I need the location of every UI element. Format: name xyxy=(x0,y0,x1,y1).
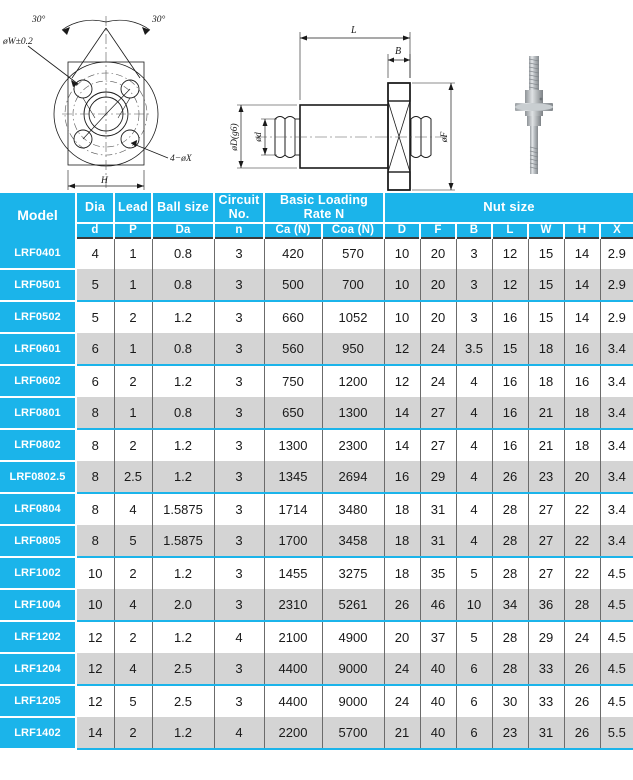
cell-n: 3 xyxy=(214,269,264,301)
row-model-cell: LRF0601 xyxy=(0,333,76,365)
cell-da: 2.0 xyxy=(152,589,214,621)
cell-f: 24 xyxy=(420,333,456,365)
cell-x: 3.4 xyxy=(600,525,633,557)
cell-f: 37 xyxy=(420,621,456,653)
cell-l: 28 xyxy=(492,493,528,525)
cell-p: 2.5 xyxy=(114,461,152,493)
header-circuit-no: Circuit No. xyxy=(214,193,264,223)
header-sub-da: Da xyxy=(152,223,214,238)
cell-x: 3.4 xyxy=(600,397,633,429)
table-row xyxy=(0,461,633,493)
cell-coa: 1200 xyxy=(322,365,384,397)
cell-ca: 1345 xyxy=(264,461,322,493)
flange-end-view xyxy=(0,0,215,193)
flange-height-label: H xyxy=(101,176,108,186)
cell-b: 3 xyxy=(456,238,492,269)
cell-l: 16 xyxy=(492,365,528,397)
cell-w: 21 xyxy=(528,429,564,461)
header-sub-nut-b: B xyxy=(456,223,492,238)
cell-x: 2.9 xyxy=(600,301,633,333)
row-model-cell: LRF1205 xyxy=(0,685,76,717)
table-row xyxy=(0,653,633,685)
cell-d: 14 xyxy=(384,429,420,461)
cell-f: 24 xyxy=(420,365,456,397)
cell-d: 12 xyxy=(76,621,114,653)
cell-da: 1.2 xyxy=(152,461,214,493)
cell-d: 6 xyxy=(76,365,114,397)
cell-da: 0.8 xyxy=(152,397,214,429)
cell-h: 14 xyxy=(564,301,600,333)
cell-x: 4.5 xyxy=(600,557,633,589)
header-nut-size: Nut size xyxy=(384,193,633,223)
cell-da: 1.2 xyxy=(152,557,214,589)
row-model-cell: LRF0502 xyxy=(0,301,76,333)
cell-b: 4 xyxy=(456,461,492,493)
cell-d: 5 xyxy=(76,301,114,333)
cell-coa: 1300 xyxy=(322,397,384,429)
cell-n: 4 xyxy=(214,621,264,653)
table-row xyxy=(0,621,633,653)
cell-n: 3 xyxy=(214,365,264,397)
cell-b: 4 xyxy=(456,525,492,557)
table-row xyxy=(0,301,633,333)
row-model-cell: LRF1204 xyxy=(0,653,76,685)
cell-p: 1 xyxy=(114,397,152,429)
cell-d: 18 xyxy=(384,557,420,589)
cell-h: 22 xyxy=(564,525,600,557)
cell-f: 31 xyxy=(420,493,456,525)
cell-ca: 1700 xyxy=(264,525,322,557)
row-model-cell: LRF0802.5 xyxy=(0,461,76,493)
cell-p: 5 xyxy=(114,685,152,717)
cell-d: 8 xyxy=(76,493,114,525)
cell-h: 26 xyxy=(564,653,600,685)
cell-d: 14 xyxy=(76,717,114,749)
cell-l: 28 xyxy=(492,653,528,685)
cell-n: 3 xyxy=(214,557,264,589)
cell-da: 1.2 xyxy=(152,717,214,749)
table-row xyxy=(0,429,633,461)
table-row xyxy=(0,238,633,269)
cell-h: 16 xyxy=(564,365,600,397)
cell-f: 27 xyxy=(420,429,456,461)
cell-da: 1.2 xyxy=(152,621,214,653)
table-row xyxy=(0,397,633,429)
cell-ca: 2200 xyxy=(264,717,322,749)
cell-d: 18 xyxy=(384,493,420,525)
cell-d: 10 xyxy=(384,301,420,333)
cell-d: 6 xyxy=(76,333,114,365)
table-row xyxy=(0,333,633,365)
cell-l: 34 xyxy=(492,589,528,621)
cell-coa: 4900 xyxy=(322,621,384,653)
cell-ca: 500 xyxy=(264,269,322,301)
angle-right-label: 30° xyxy=(152,15,166,25)
cell-da: 1.5875 xyxy=(152,525,214,557)
table-row xyxy=(0,365,633,397)
cell-d: 12 xyxy=(76,685,114,717)
cell-f: 40 xyxy=(420,717,456,749)
cell-l: 30 xyxy=(492,685,528,717)
cell-da: 0.8 xyxy=(152,238,214,269)
header-model: Model xyxy=(0,193,76,238)
row-model-cell: LRF0401 xyxy=(0,238,76,269)
cell-d: 24 xyxy=(384,653,420,685)
cell-x: 4.5 xyxy=(600,621,633,653)
cell-w: 29 xyxy=(528,621,564,653)
ball-screw-photo xyxy=(512,52,556,178)
row-model-cell: LRF0804 xyxy=(0,493,76,525)
cell-h: 24 xyxy=(564,621,600,653)
cell-w: 18 xyxy=(528,365,564,397)
cell-coa: 2694 xyxy=(322,461,384,493)
cell-d: 14 xyxy=(384,397,420,429)
cell-coa: 3458 xyxy=(322,525,384,557)
cell-coa: 9000 xyxy=(322,653,384,685)
technical-drawings xyxy=(0,0,633,193)
row-model-cell: LRF1402 xyxy=(0,717,76,749)
cell-b: 6 xyxy=(456,685,492,717)
cell-p: 2 xyxy=(114,557,152,589)
cell-w: 27 xyxy=(528,525,564,557)
table-row xyxy=(0,269,633,301)
header-basic-loading-rate: Basic Loading Rate N xyxy=(264,193,384,223)
cell-da: 1.2 xyxy=(152,429,214,461)
cell-b: 4 xyxy=(456,397,492,429)
cell-coa: 570 xyxy=(322,238,384,269)
flange-thickness-label: B xyxy=(395,46,402,57)
cell-w: 36 xyxy=(528,589,564,621)
cell-d: 12 xyxy=(384,365,420,397)
header-sub-nut-l: L xyxy=(492,223,528,238)
cell-p: 2 xyxy=(114,717,152,749)
cell-b: 4 xyxy=(456,429,492,461)
cell-p: 4 xyxy=(114,653,152,685)
cell-ca: 4400 xyxy=(264,685,322,717)
bolt-circle-label: øW±0.2 xyxy=(3,37,33,47)
cell-d: 8 xyxy=(76,525,114,557)
cell-x: 3.4 xyxy=(600,333,633,365)
cell-l: 23 xyxy=(492,717,528,749)
cell-ca: 420 xyxy=(264,238,322,269)
cell-f: 20 xyxy=(420,269,456,301)
header-sub-n: n xyxy=(214,223,264,238)
cell-da: 1.5875 xyxy=(152,493,214,525)
cell-l: 16 xyxy=(492,429,528,461)
cell-h: 18 xyxy=(564,429,600,461)
cell-d: 12 xyxy=(384,333,420,365)
cell-n: 3 xyxy=(214,429,264,461)
cell-b: 5 xyxy=(456,621,492,653)
cell-n: 3 xyxy=(214,653,264,685)
cell-p: 5 xyxy=(114,525,152,557)
cell-coa: 5700 xyxy=(322,717,384,749)
cell-b: 3.5 xyxy=(456,333,492,365)
cell-p: 4 xyxy=(114,589,152,621)
header-lead: Lead xyxy=(114,193,152,223)
cell-d: 12 xyxy=(76,653,114,685)
cell-b: 10 xyxy=(456,589,492,621)
table-row xyxy=(0,493,633,525)
specification-table xyxy=(0,193,633,750)
cell-n: 3 xyxy=(214,493,264,525)
header-sub-nut-d: D xyxy=(384,223,420,238)
cell-da: 1.2 xyxy=(152,365,214,397)
cell-d: 20 xyxy=(384,621,420,653)
cell-d: 5 xyxy=(76,269,114,301)
cell-l: 12 xyxy=(492,269,528,301)
header-row-sub xyxy=(0,223,633,238)
row-model-cell: LRF0501 xyxy=(0,269,76,301)
cell-coa: 3480 xyxy=(322,493,384,525)
cell-h: 14 xyxy=(564,269,600,301)
header-sub-nut-x: X xyxy=(600,223,633,238)
header-sub-nut-f: F xyxy=(420,223,456,238)
cell-d: 10 xyxy=(76,589,114,621)
row-model-cell: LRF0602 xyxy=(0,365,76,397)
holes-label: 4−øX xyxy=(170,154,192,164)
cell-coa: 2300 xyxy=(322,429,384,461)
header-sub-nut-h: H xyxy=(564,223,600,238)
cell-f: 31 xyxy=(420,525,456,557)
cell-d: 26 xyxy=(384,589,420,621)
header-dia: Dia xyxy=(76,193,114,223)
cell-w: 15 xyxy=(528,269,564,301)
cell-h: 26 xyxy=(564,717,600,749)
shaft-dia-label: ød xyxy=(254,132,264,142)
cell-x: 3.4 xyxy=(600,493,633,525)
header-sub-p: P xyxy=(114,223,152,238)
cell-w: 27 xyxy=(528,493,564,525)
table-row xyxy=(0,717,633,749)
cell-w: 31 xyxy=(528,717,564,749)
cell-ca: 2310 xyxy=(264,589,322,621)
cell-h: 22 xyxy=(564,493,600,525)
cell-d: 8 xyxy=(76,429,114,461)
cell-h: 26 xyxy=(564,685,600,717)
cell-l: 16 xyxy=(492,397,528,429)
cell-d: 10 xyxy=(384,238,420,269)
angle-left-label: 30° xyxy=(32,15,46,25)
cell-x: 4.5 xyxy=(600,685,633,717)
row-model-cell: LRF0805 xyxy=(0,525,76,557)
cell-ca: 660 xyxy=(264,301,322,333)
cell-f: 20 xyxy=(420,301,456,333)
cell-da: 0.8 xyxy=(152,269,214,301)
cell-l: 15 xyxy=(492,333,528,365)
cell-x: 2.9 xyxy=(600,269,633,301)
cell-w: 23 xyxy=(528,461,564,493)
row-model-cell: LRF1004 xyxy=(0,589,76,621)
cell-d: 21 xyxy=(384,717,420,749)
cell-w: 33 xyxy=(528,685,564,717)
cell-n: 4 xyxy=(214,717,264,749)
cell-x: 3.4 xyxy=(600,461,633,493)
cell-coa: 9000 xyxy=(322,685,384,717)
cell-ca: 560 xyxy=(264,333,322,365)
cell-x: 2.9 xyxy=(600,238,633,269)
cell-x: 4.5 xyxy=(600,589,633,621)
cell-da: 0.8 xyxy=(152,333,214,365)
cell-coa: 950 xyxy=(322,333,384,365)
cell-coa: 1052 xyxy=(322,301,384,333)
cell-h: 18 xyxy=(564,397,600,429)
cell-da: 2.5 xyxy=(152,653,214,685)
cell-n: 3 xyxy=(214,589,264,621)
cell-h: 28 xyxy=(564,589,600,621)
cell-b: 6 xyxy=(456,717,492,749)
cell-h: 16 xyxy=(564,333,600,365)
cell-b: 3 xyxy=(456,301,492,333)
nut-outer-dia-label: øD(g6) xyxy=(230,123,240,151)
table-body xyxy=(0,238,633,749)
cell-x: 5.5 xyxy=(600,717,633,749)
cell-da: 2.5 xyxy=(152,685,214,717)
cell-coa: 5261 xyxy=(322,589,384,621)
cell-w: 18 xyxy=(528,333,564,365)
cell-n: 3 xyxy=(214,525,264,557)
cell-p: 2 xyxy=(114,429,152,461)
row-model-cell: LRF0802 xyxy=(0,429,76,461)
cell-b: 4 xyxy=(456,365,492,397)
header-sub-nut-w: W xyxy=(528,223,564,238)
cell-coa: 700 xyxy=(322,269,384,301)
cell-x: 3.4 xyxy=(600,429,633,461)
header-sub-coa: Coa (N) xyxy=(322,223,384,238)
cell-f: 20 xyxy=(420,238,456,269)
cell-b: 5 xyxy=(456,557,492,589)
header-sub-d: d xyxy=(76,223,114,238)
cell-p: 1 xyxy=(114,333,152,365)
cell-n: 3 xyxy=(214,238,264,269)
cell-b: 3 xyxy=(456,269,492,301)
nut-section-view xyxy=(215,0,480,193)
cell-l: 12 xyxy=(492,238,528,269)
table-row xyxy=(0,589,633,621)
cell-da: 1.2 xyxy=(152,301,214,333)
length-label: L xyxy=(351,25,357,36)
cell-d: 16 xyxy=(384,461,420,493)
cell-f: 40 xyxy=(420,653,456,685)
cell-p: 1 xyxy=(114,269,152,301)
cell-l: 16 xyxy=(492,301,528,333)
table-row xyxy=(0,557,633,589)
table-row xyxy=(0,685,633,717)
cell-l: 28 xyxy=(492,525,528,557)
cell-f: 35 xyxy=(420,557,456,589)
cell-ca: 1300 xyxy=(264,429,322,461)
cell-n: 3 xyxy=(214,333,264,365)
cell-l: 28 xyxy=(492,557,528,589)
cell-d: 4 xyxy=(76,238,114,269)
cell-d: 24 xyxy=(384,685,420,717)
cell-f: 29 xyxy=(420,461,456,493)
cell-d: 8 xyxy=(76,461,114,493)
row-model-cell: LRF0801 xyxy=(0,397,76,429)
cell-ca: 650 xyxy=(264,397,322,429)
cell-d: 18 xyxy=(384,525,420,557)
cell-ca: 4400 xyxy=(264,653,322,685)
cell-p: 2 xyxy=(114,621,152,653)
cell-x: 3.4 xyxy=(600,365,633,397)
cell-l: 28 xyxy=(492,621,528,653)
cell-ca: 750 xyxy=(264,365,322,397)
cell-p: 4 xyxy=(114,493,152,525)
cell-f: 40 xyxy=(420,685,456,717)
cell-x: 4.5 xyxy=(600,653,633,685)
cell-f: 46 xyxy=(420,589,456,621)
cell-h: 14 xyxy=(564,238,600,269)
cell-n: 3 xyxy=(214,685,264,717)
cell-d: 10 xyxy=(384,269,420,301)
cell-w: 21 xyxy=(528,397,564,429)
cell-h: 22 xyxy=(564,557,600,589)
table-header xyxy=(0,193,633,238)
row-model-cell: LRF1202 xyxy=(0,621,76,653)
header-ball-size: Ball size xyxy=(152,193,214,223)
cell-ca: 1714 xyxy=(264,493,322,525)
cell-b: 4 xyxy=(456,493,492,525)
cell-ca: 1455 xyxy=(264,557,322,589)
cell-w: 27 xyxy=(528,557,564,589)
cell-p: 2 xyxy=(114,301,152,333)
header-sub-ca: Ca (N) xyxy=(264,223,322,238)
specification-table-container xyxy=(0,193,633,750)
cell-p: 2 xyxy=(114,365,152,397)
table-row xyxy=(0,525,633,557)
flange-dia-label: øF xyxy=(440,131,450,143)
cell-l: 26 xyxy=(492,461,528,493)
cell-w: 33 xyxy=(528,653,564,685)
row-model-cell: LRF1002 xyxy=(0,557,76,589)
cell-n: 3 xyxy=(214,397,264,429)
header-row-top xyxy=(0,193,633,223)
cell-f: 27 xyxy=(420,397,456,429)
cell-b: 6 xyxy=(456,653,492,685)
cell-n: 3 xyxy=(214,301,264,333)
cell-w: 15 xyxy=(528,238,564,269)
cell-p: 1 xyxy=(114,238,152,269)
cell-coa: 3275 xyxy=(322,557,384,589)
cell-d: 10 xyxy=(76,557,114,589)
cell-w: 15 xyxy=(528,301,564,333)
cell-ca: 2100 xyxy=(264,621,322,653)
cell-n: 3 xyxy=(214,461,264,493)
cell-d: 8 xyxy=(76,397,114,429)
cell-h: 20 xyxy=(564,461,600,493)
